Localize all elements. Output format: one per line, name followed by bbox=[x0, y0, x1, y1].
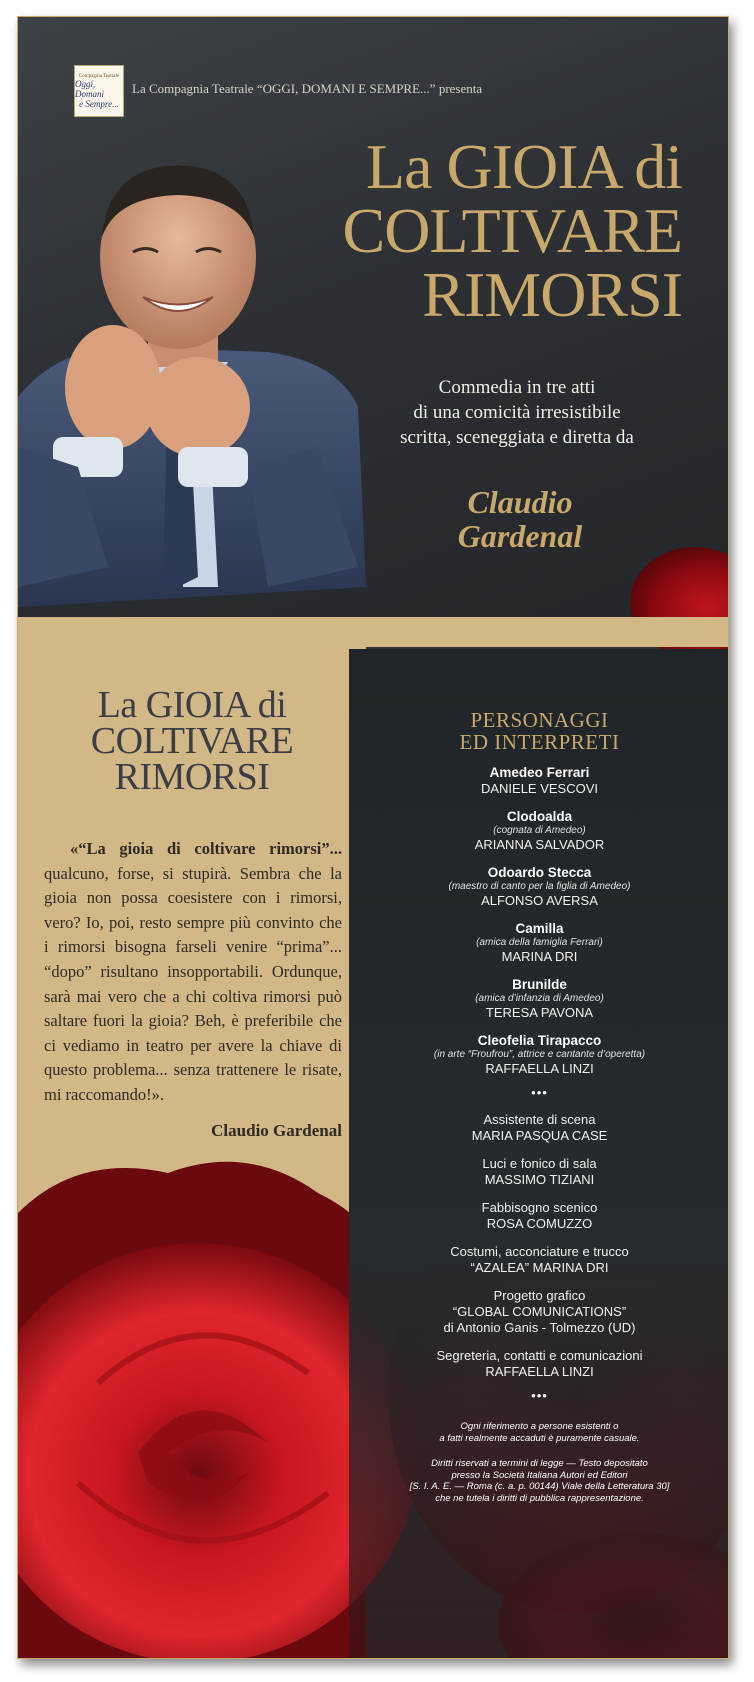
crew-role: Assistente di scena bbox=[483, 1112, 596, 1127]
subtitle-line: Commedia in tre atti bbox=[438, 377, 596, 398]
cast-entry bbox=[349, 921, 729, 965]
character-note: (cognata di Amedeo) bbox=[493, 825, 586, 836]
quote-signature: Claudio Gardenal bbox=[211, 1121, 342, 1140]
author-line: Claudio bbox=[467, 484, 573, 520]
cast-panel bbox=[349, 649, 729, 1659]
logo-line: e Sempre... bbox=[79, 98, 119, 109]
actor-name: DANIELE VESCOVI bbox=[480, 781, 599, 796]
company-logo bbox=[74, 65, 124, 117]
crew-name: MASSIMO TIZIANI bbox=[484, 1172, 595, 1187]
cast-entry bbox=[349, 865, 729, 909]
crew-role: Progetto grafico bbox=[493, 1288, 586, 1303]
rights-line: che ne tutela i diritti di pubblica rappresentazione. bbox=[435, 1492, 644, 1504]
logo-line: Oggi, Domani bbox=[75, 78, 104, 99]
crew-name: “AZALEA” MARINA DRI bbox=[470, 1260, 609, 1275]
crew-role: Luci e fonico di sala bbox=[482, 1156, 597, 1171]
character-note: (in arte “Froufrou”, attrice e cantante d’operetta) bbox=[433, 1049, 646, 1060]
character-name: Brunilde bbox=[512, 977, 567, 992]
cast-heading bbox=[349, 709, 729, 753]
disclaimer bbox=[349, 1421, 729, 1444]
subtitle bbox=[352, 375, 682, 450]
disclaimer-line: a fatti realmente accaduti è puramente casuale. bbox=[439, 1432, 640, 1444]
quote-body: qualcuno, forse, si stupirà. Sembra che la gioia non possa coesistere con i rimorsi, vero? Io, poi, resto sempre più convinto che i rimorsi bisogna farseli venire “prima”... “dopo” risultano insopportabili. Ordunque, sarà mai vero che a chi coltiva rimorsi può saltare fuori la gioia? Beh, è preferibile che ci vediamo in teatro per avere la chiave di questo problema... senza trattenere le risate, mi raccomando!». bbox=[44, 863, 342, 1104]
disclaimer-line: Ogni riferimento a persone esistenti o bbox=[460, 1421, 619, 1432]
cast-entry bbox=[349, 1033, 729, 1077]
cast-heading-line: PERSONAGGI bbox=[470, 708, 609, 732]
rights-line: presso la Società Italiana Autori ed Editori bbox=[451, 1469, 628, 1481]
crew-entry bbox=[349, 1348, 729, 1380]
character-note: (maestro di canto per la figlia di Amedeo) bbox=[448, 881, 631, 892]
actor-name: MARINA DRI bbox=[501, 949, 578, 964]
crew-role: Segreteria, contatti e comunicazioni bbox=[436, 1348, 643, 1363]
character-name: Odoardo Stecca bbox=[487, 865, 592, 880]
rights-line: Diritti riservati a termini di legge — Testo depositato bbox=[431, 1458, 648, 1469]
crew-name: “GLOBAL COMUNICATIONS” bbox=[452, 1304, 627, 1319]
crew-entry bbox=[349, 1244, 729, 1276]
character-note: (amica della famiglia Ferrari) bbox=[476, 937, 603, 948]
separator-dots: ••• bbox=[531, 1085, 548, 1100]
left-title-line: La GIOIA di bbox=[97, 684, 287, 726]
crew-role: Fabbisogno scenico bbox=[481, 1200, 598, 1215]
author-line: Gardenal bbox=[457, 518, 583, 554]
poster bbox=[17, 16, 729, 1659]
crew-entry bbox=[349, 1112, 729, 1144]
crew-name: ROSA COMUZZO bbox=[486, 1216, 593, 1231]
cast-entry bbox=[349, 765, 729, 797]
logo-line: Compagnia Teatrale bbox=[78, 73, 120, 79]
rights-line: [S. I. A. E. — Roma (c. a. p. 00144) Viale della Letteratura 30] bbox=[409, 1481, 670, 1492]
character-name: Camilla bbox=[515, 921, 564, 936]
cast-entry bbox=[349, 977, 729, 1021]
main-title bbox=[242, 131, 682, 330]
crew-name: MARIA PASQUA CASE bbox=[471, 1128, 608, 1143]
actor-name: RAFFAELLA LINZI bbox=[485, 1061, 594, 1076]
crew-entry bbox=[349, 1156, 729, 1188]
left-title bbox=[18, 684, 366, 798]
subtitle-line: di una comicità irresistibile bbox=[413, 402, 621, 423]
author-name bbox=[410, 485, 630, 553]
title-line: RIMORSI bbox=[422, 259, 682, 330]
rights-notice bbox=[349, 1458, 729, 1504]
author-quote bbox=[44, 837, 342, 1108]
subtitle-line: scritta, sceneggiata e diretta da bbox=[400, 427, 634, 448]
title-line: COLTIVARE bbox=[342, 195, 682, 266]
top-section bbox=[18, 17, 729, 637]
character-name: Cleofelia Tirapacco bbox=[477, 1033, 602, 1048]
separator-dots: ••• bbox=[531, 1388, 548, 1403]
left-title-line: RIMORSI bbox=[114, 756, 270, 798]
crew-name: di Antonio Ganis - Tolmezzo (UD) bbox=[443, 1320, 636, 1335]
title-line: La GIOIA di bbox=[365, 131, 682, 202]
crew-role: Costumi, acconciature e trucco bbox=[450, 1244, 629, 1259]
cast-heading-line: ED INTERPRETI bbox=[459, 730, 620, 754]
character-note: (amica d’infanzia di Amedeo) bbox=[475, 993, 604, 1004]
presenta-line: La Compagnia Teatrale “OGGI, DOMANI E SEMPRE...” presenta bbox=[132, 81, 483, 96]
actor-name: ARIANNA SALVADOR bbox=[474, 837, 605, 852]
crew-entry bbox=[349, 1288, 729, 1336]
crew-entry bbox=[349, 1200, 729, 1232]
crew-name: RAFFAELLA LINZI bbox=[485, 1364, 594, 1379]
cast-entry bbox=[349, 809, 729, 853]
cast-list bbox=[349, 649, 729, 1504]
character-name: Clodoalda bbox=[506, 809, 573, 824]
actor-name: TERESA PAVONA bbox=[485, 1005, 594, 1020]
character-name: Amedeo Ferrari bbox=[489, 765, 590, 780]
quote-lead: «“La gioia di coltivare rimorsi”... bbox=[70, 839, 342, 858]
actor-name: ALFONSO AVERSA bbox=[481, 893, 598, 908]
left-title-line: COLTIVARE bbox=[90, 720, 294, 762]
